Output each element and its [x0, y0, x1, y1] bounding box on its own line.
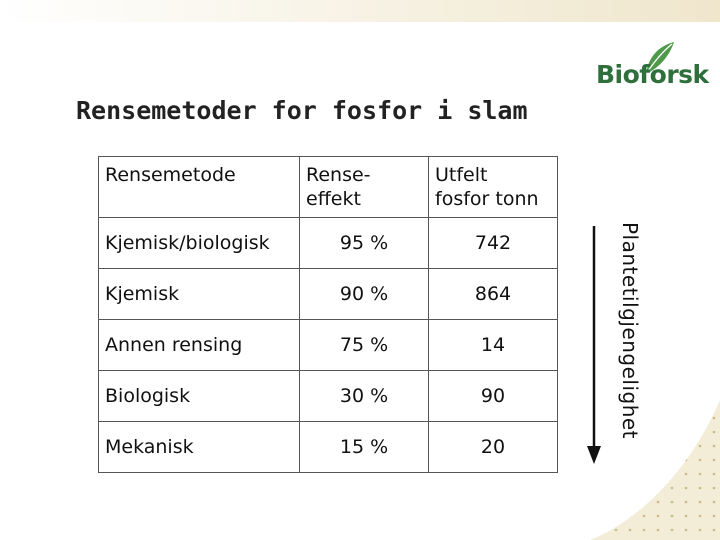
side-label-plantetilgjengelighet: Plantetilgjengelighet — [618, 222, 642, 440]
down-arrow-icon — [586, 226, 602, 464]
header-line: Rense- — [306, 164, 371, 186]
method-cell: Kjemisk/biologisk — [99, 218, 300, 269]
phosphorus-cell: 90 — [429, 371, 558, 422]
effect-cell: 75 % — [300, 320, 429, 371]
header-utfelt-fosfor — [429, 157, 558, 218]
effect-cell: 15 % — [300, 422, 429, 473]
phosphorus-cell: 742 — [429, 218, 558, 269]
phosphorus-cell: 20 — [429, 422, 558, 473]
method-cell: Annen rensing — [99, 320, 300, 371]
phosphorus-cell: 864 — [429, 269, 558, 320]
effect-cell: 95 % — [300, 218, 429, 269]
table-row — [99, 269, 558, 320]
table-row — [99, 422, 558, 473]
header-line: Utfelt — [435, 164, 488, 186]
phosphorus-cell: 14 — [429, 320, 558, 371]
header-line: fosfor tonn — [435, 188, 539, 210]
page-title: Rensemetoder for fosfor i slam — [76, 96, 528, 125]
header-line: effekt — [306, 188, 361, 210]
header-line: Rensemetode — [105, 164, 236, 186]
table-header-row — [99, 157, 558, 218]
header-rensemetode — [99, 157, 300, 218]
method-cell: Kjemisk — [99, 269, 300, 320]
method-cell: Mekanisk — [99, 422, 300, 473]
table-row — [99, 371, 558, 422]
rensemetode-table — [98, 156, 558, 473]
method-cell: Biologisk — [99, 371, 300, 422]
header-renseeffekt — [300, 157, 429, 218]
table-row — [99, 218, 558, 269]
bioforsk-logo — [596, 40, 709, 92]
table-row — [99, 320, 558, 371]
effect-cell: 90 % — [300, 269, 429, 320]
top-decorative-band — [0, 0, 720, 22]
effect-cell: 30 % — [300, 371, 429, 422]
logo-text: Bioforsk — [596, 60, 709, 89]
